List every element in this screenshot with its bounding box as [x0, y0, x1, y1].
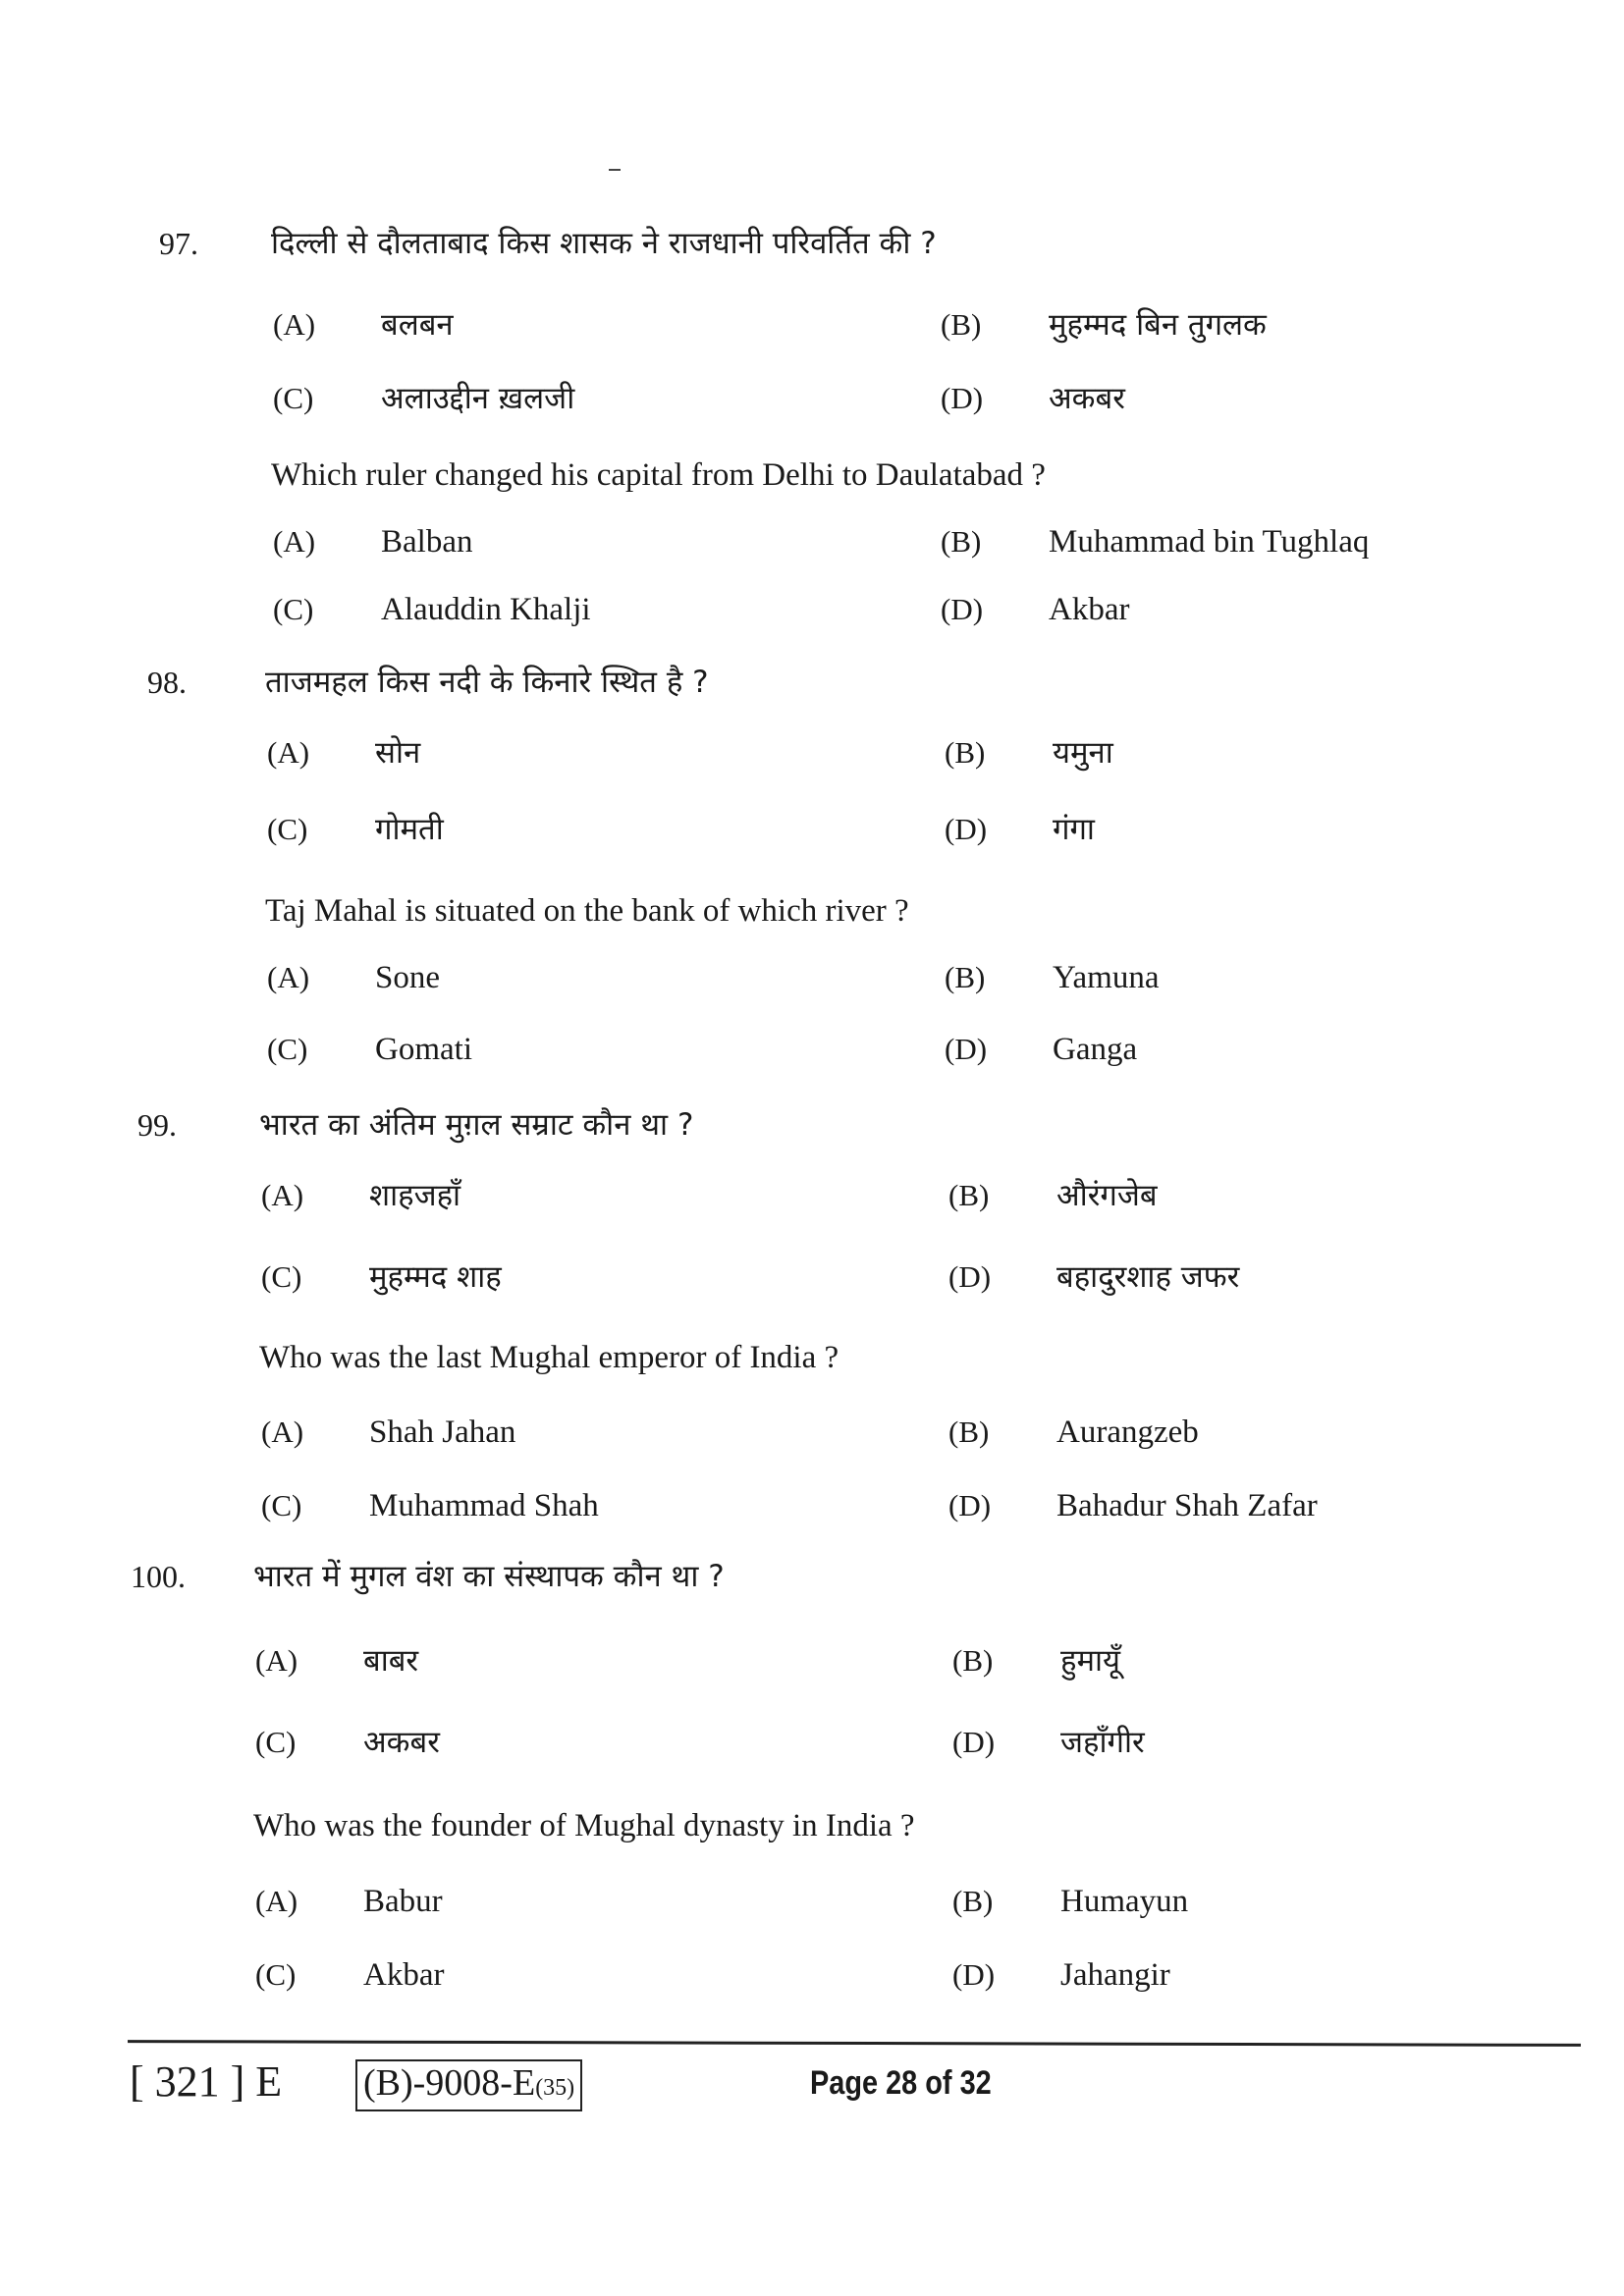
option-label: (A): [267, 735, 310, 770]
option-text-hindi: बलबन: [381, 307, 454, 343]
option-label: (A): [273, 307, 316, 342]
question-number: 97.: [159, 226, 198, 261]
paper-code-box: [355, 2059, 582, 2111]
option-label: (A): [273, 524, 316, 559]
option-text-hindi: मुहम्मद बिन तुगलक: [1049, 307, 1267, 343]
option-text-english: Humayun: [1060, 1884, 1189, 1919]
option-text-english: Muhammad Shah: [369, 1488, 599, 1523]
option-label: (B): [941, 524, 982, 559]
option-text-hindi: बाबर: [363, 1643, 419, 1679]
option-label: (D): [948, 1488, 992, 1522]
option-label: (A): [267, 960, 310, 994]
option-text-hindi: बहादुरशाह जफर: [1056, 1259, 1240, 1295]
option-text-english: Shah Jahan: [369, 1415, 516, 1450]
option-text-hindi: गंगा: [1053, 812, 1095, 847]
option-text-hindi: यमुना: [1053, 735, 1113, 771]
option-text-english: Ganga: [1053, 1032, 1138, 1067]
option-text-english: Akbar: [363, 1957, 445, 1993]
option-text-hindi: अलाउद्दीन ख़लजी: [381, 381, 575, 416]
option-text-english: Jahangir: [1060, 1957, 1170, 1993]
option-label: (D): [952, 1957, 996, 1992]
option-text-english: Babur: [363, 1884, 443, 1919]
option-label: (B): [952, 1884, 994, 1918]
option-label: (D): [945, 812, 988, 846]
option-label: (A): [261, 1178, 304, 1212]
option-label: (B): [952, 1643, 994, 1678]
option-text-hindi: शाहजहाँ: [369, 1178, 461, 1213]
option-text-hindi: हुमायूँ: [1060, 1643, 1121, 1679]
option-text-hindi: गोमती: [375, 812, 444, 847]
option-text-english: Balban: [381, 524, 473, 560]
question-text-english: Which ruler changed his capital from Delhi to Daulatabad ?: [271, 457, 1046, 493]
option-text-english: Gomati: [375, 1032, 472, 1067]
option-label: (C): [273, 592, 314, 626]
footer-rule: [128, 2040, 1581, 2047]
option-label: (C): [261, 1488, 302, 1522]
option-text-hindi: अकबर: [363, 1725, 440, 1760]
option-label: (B): [945, 960, 986, 994]
option-label: (C): [267, 1032, 308, 1066]
option-text-english: Akbar: [1049, 592, 1130, 627]
question-text-hindi: भारत का अंतिम मुग़ल सम्राट कौन था ?: [259, 1107, 694, 1143]
option-label: (B): [941, 307, 982, 342]
paper-code: (B)-9008-E: [363, 2062, 536, 2104]
option-label: (A): [255, 1643, 298, 1678]
question-text-english: Who was the last Mughal emperor of India ?: [259, 1340, 839, 1375]
option-text-hindi: औरंगजेब: [1056, 1178, 1158, 1213]
paper-code-suffix: (35): [535, 2075, 575, 2101]
option-label: (D): [941, 592, 984, 626]
option-text-hindi: जहाँगीर: [1060, 1725, 1145, 1760]
option-label: (D): [952, 1725, 996, 1759]
option-text-english: Aurangzeb: [1056, 1415, 1199, 1450]
option-label: (A): [261, 1415, 304, 1449]
option-label: (A): [255, 1884, 298, 1918]
question-text-hindi: भारत में मुगल वंश का संस्थापक कौन था ?: [253, 1559, 725, 1594]
option-text-english: Bahadur Shah Zafar: [1056, 1488, 1318, 1523]
option-label: (D): [948, 1259, 992, 1294]
option-label: (B): [945, 735, 986, 770]
question-number: 100.: [131, 1559, 186, 1594]
option-text-english: Sone: [375, 960, 440, 995]
footer-code: [ 321 ] E: [130, 2057, 283, 2106]
option-text-hindi: अकबर: [1049, 381, 1125, 416]
question-text-english: Who was the founder of Mughal dynasty in India ?: [253, 1808, 915, 1843]
page-number: Page 28 of 32: [810, 2064, 992, 2102]
option-label: (C): [273, 381, 314, 415]
option-label: (C): [255, 1725, 297, 1759]
top-dash: [609, 169, 621, 171]
option-text-hindi: सोन: [375, 735, 421, 771]
option-text-english: Alauddin Khalji: [381, 592, 591, 627]
question-text-english: Taj Mahal is situated on the bank of which river ?: [265, 893, 909, 929]
option-label: (C): [255, 1957, 297, 1992]
option-label: (B): [948, 1178, 990, 1212]
question-number: 98.: [147, 665, 187, 700]
option-label: (C): [261, 1259, 302, 1294]
option-text-english: Muhammad bin Tughlaq: [1049, 524, 1370, 560]
option-label: (D): [945, 1032, 988, 1066]
option-text-hindi: मुहम्मद शाह: [369, 1259, 502, 1295]
option-label: (B): [948, 1415, 990, 1449]
option-label: (D): [941, 381, 984, 415]
question-text-hindi: ताजमहल किस नदी के किनारे स्थित है ?: [265, 665, 709, 700]
question-number: 99.: [137, 1107, 177, 1143]
option-text-english: Yamuna: [1053, 960, 1160, 995]
question-text-hindi: दिल्ली से दौलताबाद किस शासक ने राजधानी परिवर्तित की ?: [271, 226, 937, 261]
option-label: (C): [267, 812, 308, 846]
